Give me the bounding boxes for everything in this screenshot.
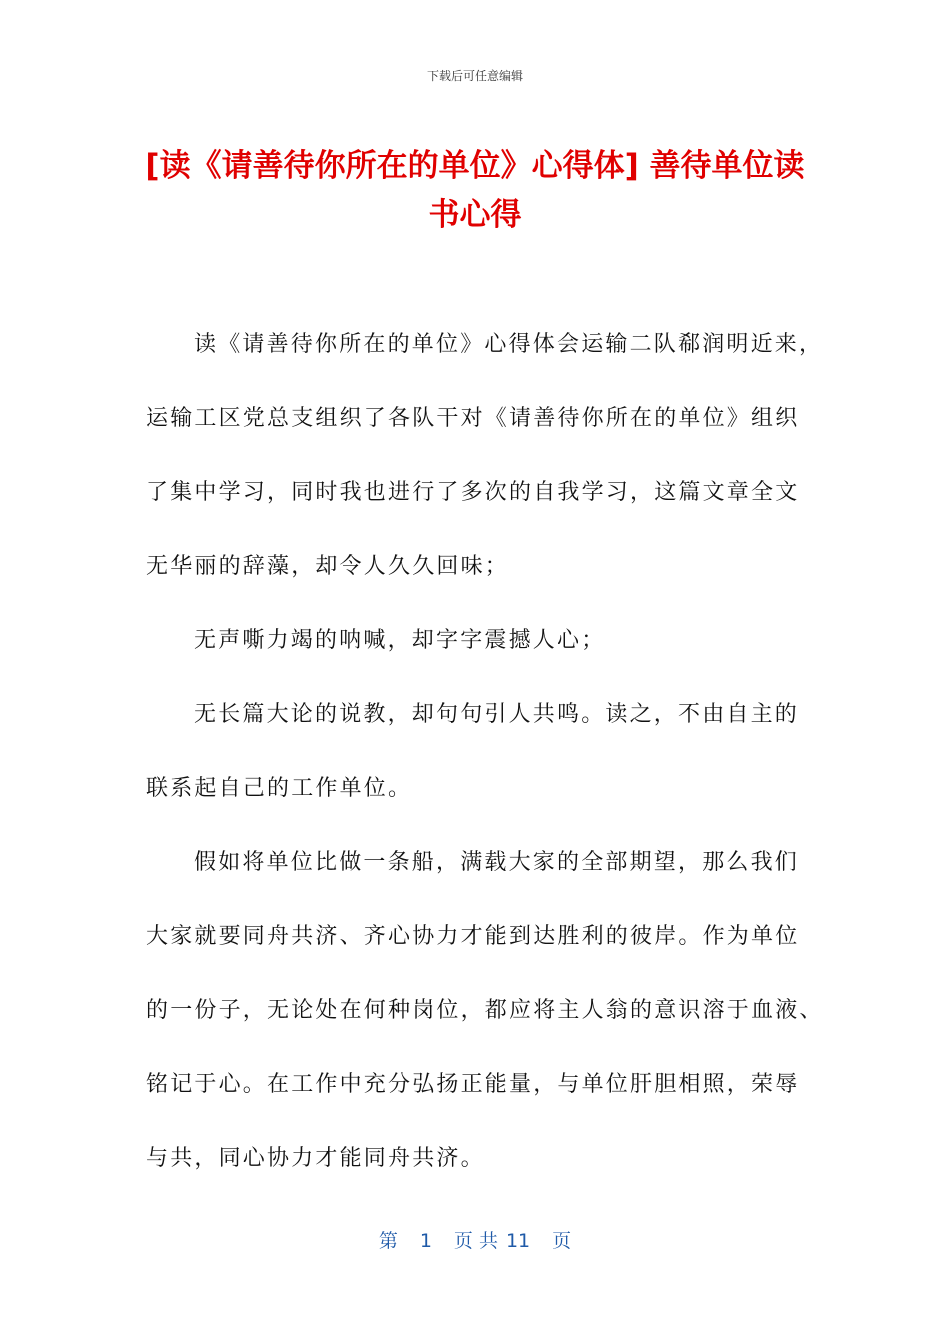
paragraph-line: 无长篇大论的说教，却句句引人共鸣。读之，不由自主的 — [194, 702, 800, 727]
footer-current-page: 1 — [419, 1230, 432, 1252]
footer-label-page: 第 — [378, 1230, 398, 1252]
paragraph-line: 假如将单位比做一条船，满载大家的全部期望，那么我们 — [194, 850, 800, 875]
paragraph-line: 与共，同心协力才能同舟共济。 — [146, 1146, 485, 1171]
paragraph-line: 铭记于心。在工作中充分弘扬正能量，与单位肝胆相照，荣辱 — [146, 1072, 800, 1097]
paragraph-line: 无声嘶力竭的呐喊，却字字震撼人心； — [194, 628, 606, 653]
paragraph-line: 无华丽的辞藻，却令人久久回味； — [146, 554, 510, 579]
paragraph-line: 了集中学习，同时我也进行了多次的自我学习，这篇文章全文 — [146, 480, 800, 505]
footer-label-of: 页 共 — [453, 1230, 498, 1252]
paragraph-line: 大家就要同舟共济、齐心协力才能到达胜利的彼岸。作为单位 — [146, 924, 800, 949]
document-title: [读《请善待你所在的单位》心得体] 善待单位读书心得 — [145, 148, 805, 233]
paragraph-line: 的一份子，无论处在何种岗位，都应将主人翁的意识溶于血液、 — [146, 998, 824, 1023]
paragraph-line: 运输工区党总支组织了各队干对《请善待你所在的单位》组织 — [146, 406, 800, 431]
footer-total-pages: 11 — [505, 1230, 531, 1252]
document-body — [146, 320, 824, 1208]
paragraph-line: 读《请善待你所在的单位》心得体会运输二队郗润明近来， — [194, 332, 824, 357]
footer-label-pages: 页 — [552, 1230, 572, 1252]
paragraph-line: 联系起自己的工作单位。 — [146, 776, 413, 801]
header-note: 下载后可任意编辑 — [426, 69, 523, 83]
page-footer — [0, 1226, 950, 1253]
